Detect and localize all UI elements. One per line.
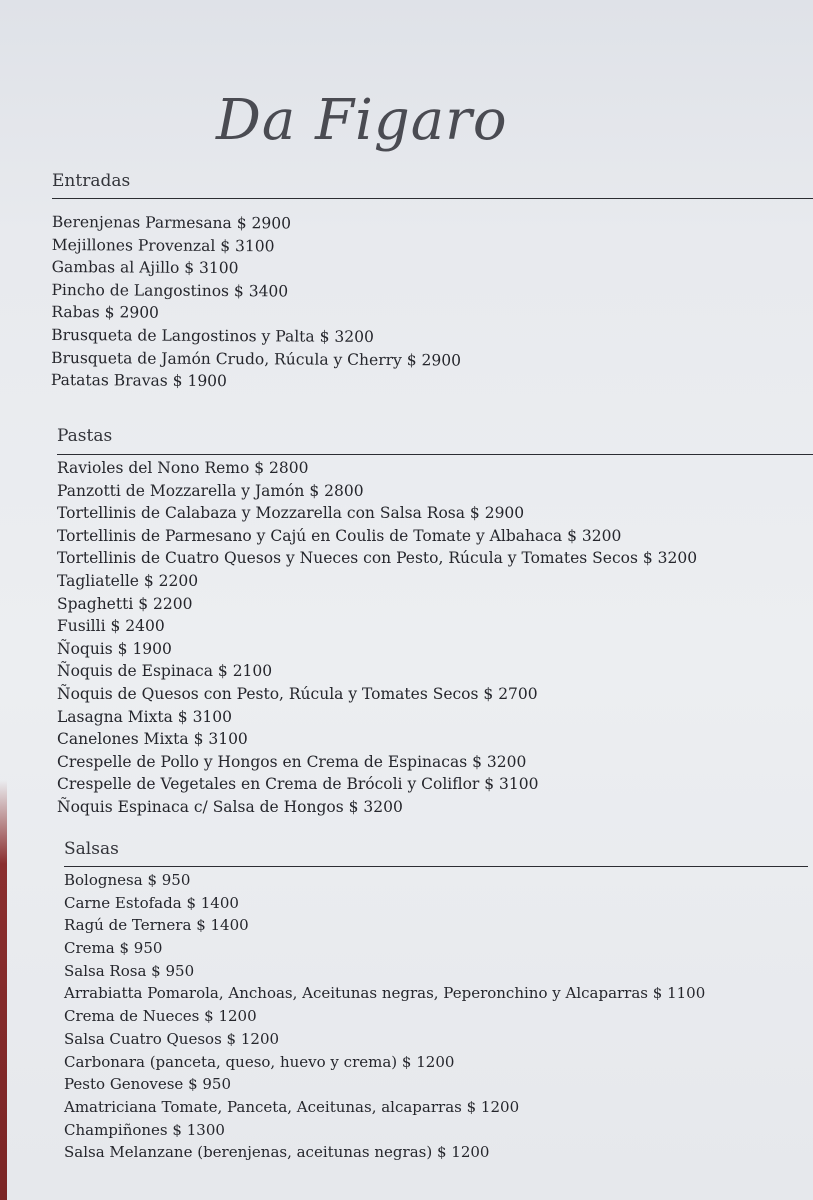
menu-item-name: Salsa Melanzane (berenjenas, aceitunas negras) bbox=[64, 1143, 433, 1162]
menu-item-price: $ 2200 bbox=[143, 571, 199, 590]
menu-item bbox=[64, 1073, 808, 1096]
menu-item-price: $ 2900 bbox=[104, 303, 160, 323]
menu-item-price: $ 3200 bbox=[319, 327, 374, 346]
menu-item-price: $ 1900 bbox=[172, 371, 228, 391]
menu-item-price: $ 2200 bbox=[138, 594, 193, 613]
menu-item-name: Amatriciana Tomate, Panceta, Aceitunas, alcaparras bbox=[64, 1097, 462, 1116]
menu-item bbox=[64, 1096, 808, 1119]
menu-item-name: Spaghetti bbox=[57, 594, 134, 613]
menu-item bbox=[57, 615, 813, 638]
section-title-pastas: Pastas bbox=[57, 426, 113, 446]
menu-item-price: $ 2100 bbox=[217, 662, 273, 681]
menu-item-name: Ñoquis de Quesos con Pesto, Rúcula y Tomates Secos bbox=[57, 684, 479, 703]
menu-item-price: $ 1900 bbox=[117, 639, 172, 658]
menu-item bbox=[57, 683, 813, 706]
menu-item bbox=[57, 706, 813, 729]
menu-item bbox=[64, 869, 808, 892]
menu-item bbox=[57, 773, 813, 796]
menu-item-name: Tagliatelle bbox=[57, 571, 139, 590]
menu-item-price: $ 950 bbox=[147, 871, 191, 889]
menu-item bbox=[57, 525, 813, 548]
restaurant-logo: Da Figaro bbox=[216, 88, 508, 153]
menu-item bbox=[64, 1119, 808, 1142]
menu-item-name: Pincho de Langostinos bbox=[51, 280, 230, 300]
menu-item-price: $ 1200 bbox=[226, 1029, 280, 1048]
menu-item bbox=[64, 892, 808, 915]
menu-item-price: $ 2900 bbox=[236, 214, 292, 233]
menu-item-price: $ 2800 bbox=[309, 481, 364, 500]
menu-item bbox=[64, 1051, 808, 1074]
menu-item-price: $ 2400 bbox=[110, 617, 165, 636]
menu-item-price: $ 2900 bbox=[469, 504, 525, 523]
menu-item bbox=[57, 751, 813, 774]
menu-item-price: $ 950 bbox=[119, 939, 163, 958]
menu-item-price: $ 3200 bbox=[567, 526, 622, 545]
menu-item-price: $ 2800 bbox=[254, 459, 309, 477]
menu-item-price: $ 1200 bbox=[401, 1052, 455, 1071]
menu-item-name: Gambas al Ajillo bbox=[51, 258, 180, 277]
section-pastas bbox=[57, 425, 813, 819]
menu-item bbox=[64, 960, 808, 983]
menu-item-name: Patatas Bravas bbox=[50, 371, 168, 390]
menu-item-name: Pesto Genovese bbox=[64, 1075, 184, 1094]
menu-item-price: $ 1200 bbox=[436, 1143, 490, 1162]
menu-item-name: Salsa Cuatro Quesos bbox=[64, 1029, 222, 1048]
menu-item-price: $ 3100 bbox=[484, 775, 539, 794]
menu-item-name: Ñoquis de Espinaca bbox=[57, 662, 213, 681]
section-divider bbox=[52, 198, 813, 199]
section-salsas bbox=[64, 838, 808, 1164]
menu-item bbox=[57, 660, 813, 683]
menu-item bbox=[57, 570, 813, 593]
entradas-list bbox=[51, 211, 813, 396]
menu-item-name: Arrabiatta Pomarola, Anchoas, Aceitunas negras, Peperonchino y Alcaparras bbox=[64, 984, 648, 1003]
menu-item-name: Crema bbox=[64, 939, 115, 958]
menu-item-name: Brusqueta de Langostinos y Palta bbox=[51, 325, 315, 346]
section-divider bbox=[57, 454, 813, 455]
menu-item-name: Carne Estofada bbox=[64, 893, 182, 912]
menu-item-price: $ 1100 bbox=[652, 984, 706, 1003]
menu-item bbox=[57, 480, 813, 503]
menu-item-name: Salsa Rosa bbox=[64, 961, 147, 980]
menu-item bbox=[64, 982, 808, 1005]
menu-item bbox=[64, 1028, 808, 1051]
menu-item-price: $ 3100 bbox=[184, 258, 239, 278]
menu-item bbox=[51, 369, 812, 396]
menu-item-price: $ 3200 bbox=[642, 549, 698, 568]
section-entradas bbox=[52, 170, 813, 392]
menu-item-name: Ravioles del Nono Remo bbox=[57, 459, 250, 477]
menu-item bbox=[57, 638, 813, 661]
menu-item-name: Mejillones Provenzal bbox=[51, 235, 216, 255]
section-title-entradas: Entradas bbox=[52, 171, 131, 191]
menu-item bbox=[57, 593, 813, 616]
menu-item-name: Crema de Nueces bbox=[64, 1007, 200, 1026]
menu-item-name: Brusqueta de Jamón Crudo, Rúcula y Cherry bbox=[51, 348, 402, 369]
menu-item-name: Fusilli bbox=[57, 617, 106, 636]
menu-item-name: Bolognesa bbox=[64, 871, 143, 889]
menu-item-price: $ 950 bbox=[188, 1075, 232, 1094]
menu-item bbox=[64, 937, 808, 960]
salsas-list bbox=[64, 869, 808, 1164]
section-divider bbox=[64, 866, 808, 867]
menu-item bbox=[64, 914, 808, 937]
red-table-edge bbox=[0, 780, 7, 1200]
menu-item-price: $ 2700 bbox=[483, 684, 538, 703]
menu-item-name: Ñoquis bbox=[57, 639, 113, 658]
menu-item bbox=[64, 1005, 808, 1028]
menu-item-price: $ 1200 bbox=[204, 1007, 257, 1026]
menu-item-name: Crespelle de Pollo y Hongos en Crema de Espinacas bbox=[57, 752, 468, 771]
menu-item-name: Champiñones bbox=[64, 1120, 168, 1139]
section-title-salsas: Salsas bbox=[64, 839, 119, 859]
menu-item-price: $ 3400 bbox=[233, 281, 289, 301]
menu-item-price: $ 1200 bbox=[466, 1097, 520, 1116]
menu-item bbox=[57, 728, 813, 751]
menu-item-name: Ragú de Ternera bbox=[64, 916, 192, 935]
menu-item-name: Carbonara (panceta, queso, huevo y crema) bbox=[64, 1052, 398, 1071]
menu-item bbox=[57, 547, 813, 570]
menu-item-name: Canelones Mixta bbox=[57, 730, 189, 749]
menu-item-name: Lasagna Mixta bbox=[57, 707, 173, 726]
menu-item bbox=[57, 502, 813, 525]
menu-item-name: Berenjenas Parmesana bbox=[51, 212, 232, 233]
menu-item-price: $ 1300 bbox=[172, 1120, 225, 1139]
menu-item bbox=[64, 1141, 808, 1164]
menu-item-name: Tortellinis de Parmesano y Cajú en Coulis de Tomate y Albahaca bbox=[57, 526, 563, 545]
menu-item-price: $ 3200 bbox=[472, 752, 527, 771]
menu-item-price: $ 3100 bbox=[177, 707, 233, 726]
menu-item-price: $ 3100 bbox=[220, 236, 275, 255]
menu-item bbox=[57, 796, 813, 819]
menu-item-price: $ 1400 bbox=[186, 893, 239, 912]
menu-item-price: $ 1400 bbox=[196, 916, 249, 935]
menu-item-name: Tortellinis de Cuatro Quesos y Nueces con Pesto, Rúcula y Tomates Secos bbox=[57, 549, 638, 568]
menu-item-price: $ 2900 bbox=[406, 350, 462, 370]
menu-item bbox=[57, 457, 813, 480]
menu-item-name: Rabas bbox=[51, 303, 100, 322]
menu-item-name: Tortellinis de Calabaza y Mozzarella con Salsa Rosa bbox=[57, 504, 465, 523]
menu-item-price: $ 950 bbox=[151, 961, 195, 980]
menu-item-price: $ 3100 bbox=[193, 730, 248, 749]
menu-item-name: Crespelle de Vegetales en Crema de Brócoli y Coliflor bbox=[57, 775, 480, 794]
menu-item-name: Panzotti de Mozzarella y Jamón bbox=[57, 481, 305, 500]
pastas-list bbox=[57, 457, 813, 819]
menu-item-price: $ 3200 bbox=[348, 797, 403, 816]
menu-item-name: Ñoquis Espinaca c/ Salsa de Hongos bbox=[57, 797, 344, 816]
